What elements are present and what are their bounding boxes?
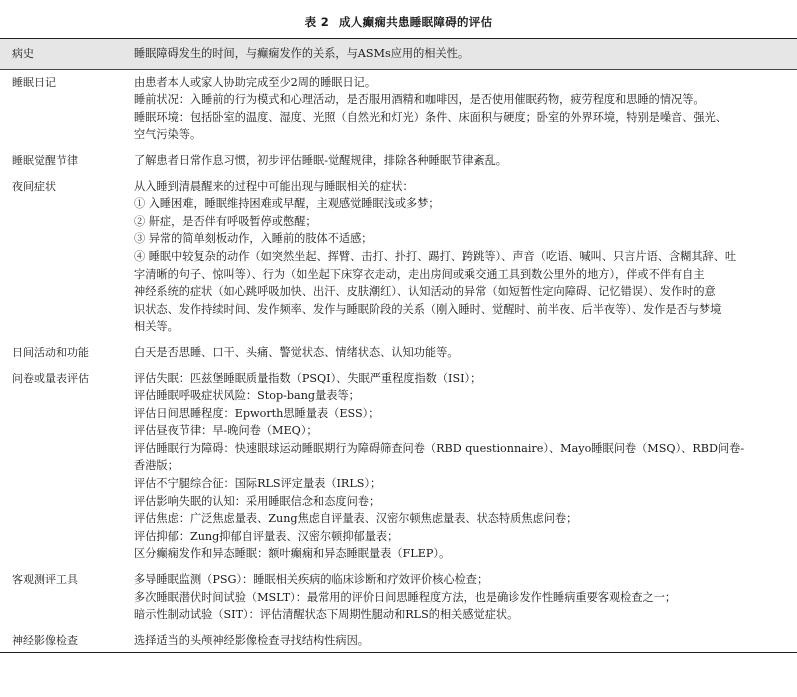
table-row — [0, 340, 797, 366]
content-line: 神经系统的症状（如心跳呼吸加快、出汗、皮肤潮红）、认知活动的异常（如短暂性定向障碍、记忆错误）、发作时的意 — [134, 285, 716, 299]
table-row — [0, 148, 797, 174]
content-line: ② 鼾症，是否伴有呼吸暂停或憋醒； — [134, 214, 317, 228]
content-line: 由患者本人或家人协助完成至少2周的睡眠日记。 — [134, 75, 377, 89]
content-line: 识状态、发作持续时间、发作频率、发作与睡眠阶段的关系（刚入睡时、觉醒时、前半夜、后半夜等）、发作是否与梦境 — [134, 302, 722, 316]
row-content — [134, 366, 797, 568]
content-line: 多次睡眠潜伏时间试验（MSLT）：最常用的评价日间思睡程度方法，也是确诊发作性睡病重要客观检查之一； — [134, 590, 677, 604]
table-caption — [0, 14, 797, 30]
content-line: ① 入睡困难，睡眠维持困难或早醒，主观感觉睡眠浅或多梦； — [134, 197, 440, 211]
content-line: 空气污染等。 — [134, 128, 202, 142]
row-label: 客观测评工具 — [12, 573, 78, 587]
row-label: 神经影像检查 — [12, 633, 78, 647]
content-line: 评估睡眠行为障碍：快速眼球运动睡眠期行为障碍筛查问卷（RBD questionnaire）、Mayo睡眠问卷（MSQ）、RBD问卷- — [134, 441, 745, 455]
content-line: 睡眠环境：包括卧室的温度、湿度、光照（自然光和灯光）条件、床面积与硬度；卧室的外界环境，特别是噪音、强光、 — [134, 110, 727, 124]
row-content — [134, 174, 797, 340]
table-row — [0, 628, 797, 653]
content-line: 相关等。 — [134, 320, 179, 334]
content-line: ③ 异常的简单刻板动作，入睡前的肢体不适感； — [134, 232, 373, 246]
row-label: 夜间症状 — [12, 179, 56, 193]
table-row — [0, 567, 797, 628]
row-label: 问卷或量表评估 — [12, 371, 89, 385]
table-row — [0, 39, 797, 70]
content-line: 暗示性制动试验（SIT）：评估清醒状态下周期性腿动和RLS的相关感觉症状。 — [134, 608, 519, 622]
content-line: 睡眠障碍发生的时间，与癫痫发作的关系，与ASMs应用的相关性。 — [134, 47, 470, 60]
content-line: 评估日间思睡程度：Epworth思睡量表（ESS）； — [134, 406, 380, 420]
row-label: 病史 — [0, 39, 134, 70]
content-line: 评估焦虑：广泛焦虑量表、Zung焦虑自评量表、汉密尔顿焦虑量表、状态特质焦虑问卷； — [134, 512, 578, 526]
content-line: 从入睡到清晨醒来的过程中可能出现与睡眠相关的症状： — [134, 179, 414, 193]
content-line: 评估不宁腿综合征：国际RLS评定量表（IRLS）； — [134, 477, 382, 491]
row-label: 日间活动和功能 — [12, 345, 89, 359]
table-title: 成人癫痫共患睡眠障碍的评估 — [339, 15, 493, 29]
row-label: 睡眠觉醒节律 — [12, 153, 78, 167]
table-row — [0, 174, 797, 340]
content-line: 选择适当的头颅神经影像检查寻找结构性病因。 — [134, 633, 369, 647]
row-content — [134, 628, 797, 653]
row-content — [134, 69, 797, 148]
row-content — [134, 39, 797, 70]
row-content — [134, 148, 797, 174]
content-line: 白天是否思睡、口干、头痛、警觉状态、情绪状态、认知功能等。 — [134, 345, 459, 359]
content-line: ④ 睡眠中较复杂的动作（如突然坐起、挥臂、击打、扑打、踢打、跨跳等）、声音（吃语、喊叫、只言片语、含糊其辞、吐 — [134, 249, 737, 263]
row-content — [134, 567, 797, 628]
assessment-table — [0, 38, 797, 653]
content-line: 香港版； — [134, 459, 179, 473]
content-line: 了解患者日常作息习惯，初步评估睡眠-觉醒规律，排除各种睡眠节律紊乱。 — [134, 153, 507, 167]
content-line: 评估昼夜节律：早-晚问卷（MEQ）； — [134, 424, 318, 438]
content-line: 区分癫痫发作和异态睡眠：额叶癫痫和异态睡眠量表（FLEP）。 — [134, 547, 451, 561]
table-row — [0, 69, 797, 148]
content-line: 多导睡眠监测（PSG）：睡眠相关疾病的临床诊断和疗效评价核心检查； — [134, 573, 489, 587]
content-line: 评估睡眠呼吸症状风险：Stop-bang量表等； — [134, 389, 360, 403]
row-label: 睡眠日记 — [12, 75, 56, 89]
content-line: 评估抑郁：Zung抑郁自评量表、汉密尔顿抑郁量表； — [134, 529, 399, 543]
row-content — [134, 340, 797, 366]
content-line: 评估失眠：匹兹堡睡眠质量指数（PSQI）、失眠严重程度指数（ISI）； — [134, 371, 482, 385]
table-number: 表 2 — [304, 15, 329, 29]
content-line: 睡前状况：入睡前的行为模式和心理活动，是否服用酒精和咖啡因，是否使用催眠药物，疲劳程度和思睡的情况等。 — [134, 93, 705, 107]
content-line: 字清晰的句子、惊叫等）、行为（如坐起下床穿衣走动，走出房间或乘交通工具到数公里外的地方），伴或不伴有自主 — [134, 267, 705, 281]
content-line: 评估影响失眠的认知：采用睡眠信念和态度问卷； — [134, 494, 381, 508]
table-row — [0, 366, 797, 568]
